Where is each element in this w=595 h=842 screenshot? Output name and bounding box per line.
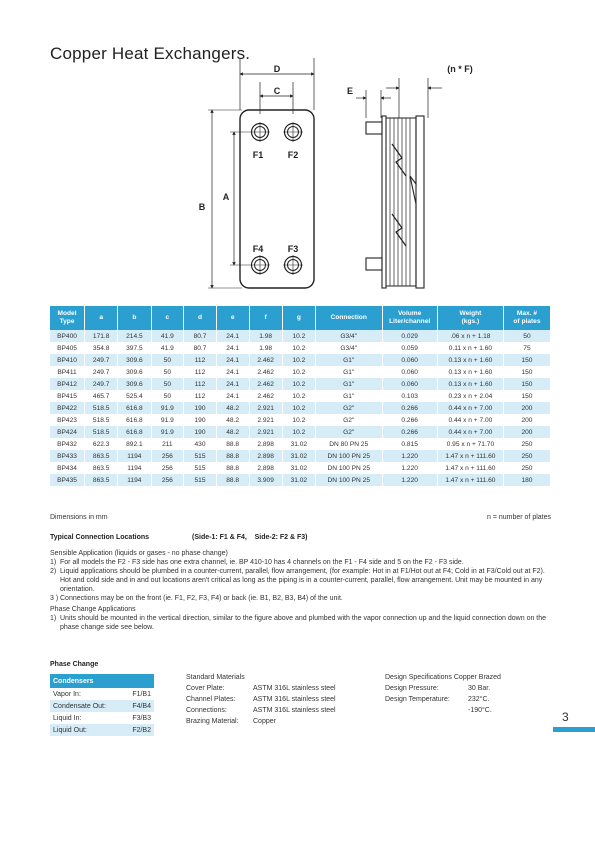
table-cell: 0.13 x n + 1.60 (437, 366, 503, 378)
table-cell: 190 (184, 426, 217, 438)
design-spec-row (385, 695, 545, 706)
condenser-label: Condensate Out: (50, 700, 123, 712)
table-cell: 50 (503, 330, 550, 342)
table-cell: 1.220 (382, 474, 437, 486)
table-cell: 518.5 (85, 426, 118, 438)
table-cell: 309.6 (118, 378, 151, 390)
specs-table (50, 306, 551, 486)
sensible-section (50, 549, 551, 632)
table-cell: 10.2 (282, 426, 315, 438)
table-cell: 150 (503, 354, 550, 366)
typical-connections-label: Typical Connection Locations (50, 534, 150, 541)
list-item (50, 614, 551, 632)
condenser-value: F3/B3 (132, 714, 151, 722)
list-item-number: 3 ) (50, 595, 59, 602)
condenser-row (50, 712, 154, 724)
table-cell: G1" (315, 390, 382, 402)
table-cell: 88.8 (216, 474, 249, 486)
list-item-number: 2) (50, 568, 57, 575)
table-cell: BP415 (50, 390, 85, 402)
table-cell: 250 (503, 462, 550, 474)
table-cell: G1" (315, 354, 382, 366)
table-row (50, 366, 551, 378)
table-cell: 150 (503, 366, 550, 378)
sensible-heading: Sensible Application (liquids or gases - no phase change) (50, 550, 228, 557)
table-cell: 48.2 (216, 414, 249, 426)
table-cell: G1" (315, 366, 382, 378)
table-cell: 150 (503, 390, 550, 402)
table-cell: BP435 (50, 474, 85, 486)
table-cell: 622.3 (85, 438, 118, 450)
table-cell: 0.059 (382, 342, 437, 354)
table-cell: 10.2 (282, 402, 315, 414)
list-item (50, 594, 551, 603)
typical-connections-value: (Side-1: F1 & F4, Side-2: F2 & F3) (192, 534, 308, 541)
table-row (50, 378, 551, 390)
table-cell: 24.1 (216, 378, 249, 390)
table-cell: 75 (503, 342, 550, 354)
port-label-f3: F3 (287, 244, 299, 254)
column-header: c (151, 306, 184, 330)
list-item-number: 1) (50, 559, 57, 566)
table-cell: BP432 (50, 438, 85, 450)
table-cell: BP405 (50, 342, 85, 354)
table-cell: 31.02 (282, 450, 315, 462)
table-cell: 892.1 (118, 438, 151, 450)
material-value: Copper (253, 718, 276, 725)
table-cell: 24.1 (216, 354, 249, 366)
material-label: Channel Plates: (186, 696, 236, 703)
table-cell: 515 (184, 450, 217, 462)
port-label-f2: F2 (287, 150, 299, 160)
table-cell: 465.7 (85, 390, 118, 402)
condenser-label: Vapor In: (53, 690, 81, 698)
table-cell: 50 (151, 354, 184, 366)
table-cell: DN 100 PN 25 (315, 450, 382, 462)
table-cell: 171.8 (85, 330, 118, 342)
design-section (385, 673, 545, 717)
table-cell: DN 80 PN 25 (315, 438, 382, 450)
table-cell: 249.7 (85, 366, 118, 378)
table-row (50, 450, 551, 462)
column-header: Max. # of plates (503, 306, 550, 330)
column-header: a (85, 306, 118, 330)
list-item (50, 567, 551, 594)
condensers-table (50, 674, 154, 736)
table-cell: 256 (151, 450, 184, 462)
table-cell: 91.9 (151, 402, 184, 414)
table-cell: G1" (315, 378, 382, 390)
table-cell: DN 100 PN 25 (315, 474, 382, 486)
table-cell: 1194 (118, 450, 151, 462)
table-cell: 2.921 (249, 414, 282, 426)
table-cell: 0.95 x n + 71.70 (437, 438, 503, 450)
table-cell: 515 (184, 474, 217, 486)
table-cell: 0.266 (382, 414, 437, 426)
table-row (50, 462, 551, 474)
material-label: Cover Plate: (186, 685, 225, 692)
table-cell: 0.13 x n + 1.60 (437, 378, 503, 390)
table-cell: 2.462 (249, 378, 282, 390)
condenser-value: F4/B4 (123, 700, 154, 712)
table-cell: 10.2 (282, 390, 315, 402)
dim-label-e: E (346, 86, 354, 96)
table-cell: 50 (151, 390, 184, 402)
table-cell: 309.6 (118, 366, 151, 378)
table-cell: 80.7 (184, 330, 217, 342)
table-row (50, 438, 551, 450)
table-cell: 50 (151, 378, 184, 390)
dim-label-b: B (198, 202, 206, 212)
table-cell: 10.2 (282, 378, 315, 390)
column-header: Volume Liter/channel (382, 306, 437, 330)
list-item-number: 1) (50, 615, 57, 622)
table-cell: 31.02 (282, 474, 315, 486)
specs-table-body (50, 330, 551, 486)
table-cell: G3/4" (315, 342, 382, 354)
condenser-value: F2/B2 (123, 724, 154, 736)
table-cell: 863.5 (85, 474, 118, 486)
table-cell: 214.5 (118, 330, 151, 342)
column-header: Connection (315, 306, 382, 330)
condenser-row (50, 700, 154, 712)
design-spec-value: 30 Bar. (468, 685, 491, 692)
table-cell: 430 (184, 438, 217, 450)
materials-heading: Standard Materials (186, 674, 245, 681)
table-cell: 0.060 (382, 354, 437, 366)
table-cell: 0.103 (382, 390, 437, 402)
table-cell: 2.898 (249, 462, 282, 474)
table-row (50, 426, 551, 438)
table-cell: BP434 (50, 462, 85, 474)
table-cell: G2" (315, 414, 382, 426)
table-cell: 515 (184, 462, 217, 474)
table-row (50, 474, 551, 486)
list-item-text: Units should be mounted in the vertical direction, similar to the figure above and plumbed with the vapor connection up and the liquid connection down on the phase change side see below. (60, 615, 547, 631)
table-cell: 2.898 (249, 438, 282, 450)
material-row (186, 684, 366, 695)
table-cell: 0.23 x n + 2.04 (437, 390, 503, 402)
list-item (50, 558, 551, 567)
design-spec-value: -190°C. (468, 707, 492, 714)
port-label-f4: F4 (252, 244, 264, 254)
material-label: Brazing Material: (186, 718, 239, 725)
table-row (50, 330, 551, 342)
material-label: Connections: (186, 707, 227, 714)
material-value: ASTM 316L stainless steel (253, 696, 336, 703)
table-cell: DN 100 PN 25 (315, 462, 382, 474)
table-cell: 2.921 (249, 402, 282, 414)
table-row (50, 414, 551, 426)
table-cell: BP411 (50, 366, 85, 378)
table-cell: 0.815 (382, 438, 437, 450)
list-item-text: Liquid applications should be plumbed in a counter-current, parallel, flow arrangement, (for example: Hot in at F1/Hot out at F4; Cold in at F3/Cold out at F2). Hot and cold side and in and out locations aren't critical as long as the piping is in a counter-current, parallel, flow arrangement. Unit may be mounted in any orientation. (60, 568, 545, 593)
table-cell: BP410 (50, 354, 85, 366)
table-cell: BP422 (50, 402, 85, 414)
table-cell: 0.11 x n + 1.60 (437, 342, 503, 354)
table-cell: 88.8 (216, 438, 249, 450)
table-cell: .06 x n + 1.18 (437, 330, 503, 342)
table-cell: 0.44 x n + 7.00 (437, 414, 503, 426)
table-cell: 48.2 (216, 426, 249, 438)
condenser-row (50, 688, 154, 700)
condensers-header: Condensers (50, 674, 154, 688)
table-cell: G3/4" (315, 330, 382, 342)
table-cell: 250 (503, 438, 550, 450)
table-cell: 1.47 x n + 111.60 (437, 474, 503, 486)
table-cell: 1194 (118, 474, 151, 486)
table-cell: 0.266 (382, 402, 437, 414)
table-cell: 0.029 (382, 330, 437, 342)
table-cell: 2.462 (249, 390, 282, 402)
table-cell: 200 (503, 426, 550, 438)
list-item-text: For all models the F2 - F3 side has one extra channel, ie. BP 410-10 has 4 channels on the F1 - F4 side and 5 on the F2 - F3 side. (60, 559, 464, 566)
table-cell: 249.7 (85, 354, 118, 366)
table-cell: 80.7 (184, 342, 217, 354)
table-cell: 200 (503, 402, 550, 414)
table-cell: 354.8 (85, 342, 118, 354)
plates-note: n = number of plates (486, 514, 551, 521)
table-cell: 616.8 (118, 414, 151, 426)
condenser-label: Liquid Out: (50, 724, 123, 736)
phase-change-apps-list (50, 614, 551, 632)
material-value: ASTM 316L stainless steel (253, 685, 336, 692)
design-spec-label: Design Pressure: (385, 685, 439, 692)
table-cell: 616.8 (118, 402, 151, 414)
table-cell: 31.02 (282, 462, 315, 474)
table-cell: 24.1 (216, 390, 249, 402)
table-cell: 1.47 x n + 111.60 (437, 450, 503, 462)
table-row (50, 390, 551, 402)
table-cell: 250 (503, 450, 550, 462)
dim-label-c: C (273, 86, 281, 96)
heat-exchanger-drawing (180, 58, 480, 290)
table-cell: 10.2 (282, 354, 315, 366)
table-cell: 518.5 (85, 402, 118, 414)
table-cell: 3.909 (249, 474, 282, 486)
port-label-f1: F1 (252, 150, 264, 160)
table-cell: 1.98 (249, 342, 282, 354)
table-cell: 88.8 (216, 450, 249, 462)
table-cell: 112 (184, 390, 217, 402)
page-number-bar (553, 727, 595, 732)
material-row (186, 706, 366, 717)
table-cell: 91.9 (151, 426, 184, 438)
design-spec-row (385, 706, 545, 717)
table-cell: 48.2 (216, 402, 249, 414)
design-spec-label (385, 706, 468, 717)
material-row (186, 717, 366, 728)
phase-change-title: Phase Change (50, 661, 99, 668)
table-cell: 1.47 x n + 111.60 (437, 462, 503, 474)
dim-label-d: D (273, 64, 281, 74)
table-cell: 0.44 x n + 7.00 (437, 426, 503, 438)
sensible-list (50, 558, 551, 603)
table-cell: 10.2 (282, 366, 315, 378)
table-cell: 24.1 (216, 366, 249, 378)
table-cell: 91.9 (151, 414, 184, 426)
table-cell: 0.266 (382, 426, 437, 438)
table-cell: 200 (503, 414, 550, 426)
column-header: Model Type (50, 306, 85, 330)
design-spec-value: 232°C. (468, 696, 490, 703)
table-cell: G2" (315, 426, 382, 438)
table-cell: 2.462 (249, 354, 282, 366)
table-cell: 397.5 (118, 342, 151, 354)
table-cell: BP424 (50, 426, 85, 438)
table-cell: 616.8 (118, 426, 151, 438)
table-cell: 309.6 (118, 354, 151, 366)
table-cell: 1.220 (382, 462, 437, 474)
material-row (186, 695, 366, 706)
table-cell: 0.060 (382, 378, 437, 390)
table-cell: 525.4 (118, 390, 151, 402)
phase-change-apps-heading: Phase Change Applications (50, 606, 136, 613)
table-cell: 10.2 (282, 330, 315, 342)
table-cell: 249.7 (85, 378, 118, 390)
table-cell: 31.02 (282, 438, 315, 450)
specs-table-header (50, 306, 551, 330)
table-cell: 112 (184, 378, 217, 390)
design-spec-row (385, 684, 545, 695)
table-cell: 10.2 (282, 414, 315, 426)
page-title: Copper Heat Exchangers. (50, 44, 251, 63)
table-cell: 1.98 (249, 330, 282, 342)
dim-label-a: A (222, 192, 230, 202)
table-cell: 112 (184, 366, 217, 378)
design-spec-label: Design Temperature: (385, 696, 450, 703)
table-cell: 190 (184, 402, 217, 414)
condenser-row (50, 724, 154, 736)
condenser-value: F1/B1 (132, 690, 151, 698)
table-row (50, 342, 551, 354)
table-cell: 863.5 (85, 462, 118, 474)
table-cell: BP433 (50, 450, 85, 462)
list-item-text: Connections may be on the front (ie. F1, F2, F3, F4) or back (ie. B1, B2, B3, B4) of the unit. (60, 595, 343, 602)
table-cell: 1.220 (382, 450, 437, 462)
table-cell: 180 (503, 474, 550, 486)
table-cell: 211 (151, 438, 184, 450)
table-cell: G2" (315, 402, 382, 414)
column-header: b (118, 306, 151, 330)
table-cell: 0.060 (382, 366, 437, 378)
table-cell: BP423 (50, 414, 85, 426)
table-cell: 518.5 (85, 414, 118, 426)
condenser-label: Liquid In: (53, 714, 82, 722)
table-cell: 41.9 (151, 342, 184, 354)
column-header: f (249, 306, 282, 330)
dim-label-nf: (n * F) (447, 64, 473, 74)
column-header: d (184, 306, 217, 330)
material-value: ASTM 316L stainless steel (253, 707, 336, 714)
table-cell: 50 (151, 366, 184, 378)
table-cell: 190 (184, 414, 217, 426)
table-cell: 1194 (118, 462, 151, 474)
table-cell: 88.8 (216, 462, 249, 474)
table-cell: 0.44 x n + 7.00 (437, 402, 503, 414)
table-cell: 112 (184, 354, 217, 366)
table-cell: 150 (503, 378, 550, 390)
table-cell: 256 (151, 474, 184, 486)
column-header: Weight (kgs.) (437, 306, 503, 330)
table-cell: BP400 (50, 330, 85, 342)
page-number: 3 (562, 710, 569, 724)
table-cell: 2.921 (249, 426, 282, 438)
materials-section (186, 673, 366, 728)
table-cell: BP412 (50, 378, 85, 390)
table-cell: 10.2 (282, 342, 315, 354)
table-cell: 2.462 (249, 366, 282, 378)
table-cell: 2.898 (249, 450, 282, 462)
table-row (50, 354, 551, 366)
design-heading: Design Specifications Copper Brazed (385, 674, 501, 681)
table-cell: 256 (151, 462, 184, 474)
table-cell: 863.5 (85, 450, 118, 462)
table-cell: 24.1 (216, 342, 249, 354)
table-row (50, 402, 551, 414)
column-header: g (282, 306, 315, 330)
dimensions-note: Dimensions in mm (50, 514, 108, 521)
table-cell: 0.13 x n + 1.60 (437, 354, 503, 366)
column-header: e (216, 306, 249, 330)
table-cell: 41.9 (151, 330, 184, 342)
table-cell: 24.1 (216, 330, 249, 342)
